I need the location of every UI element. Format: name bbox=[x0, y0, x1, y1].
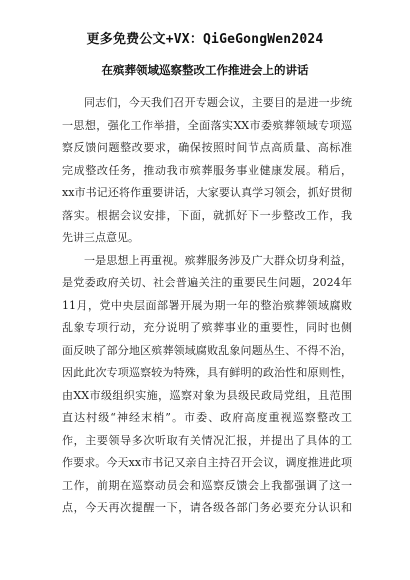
paragraph-2-line: 作要求。今天xx市书记又亲自主持召开会议，调度推进此项 bbox=[62, 456, 352, 469]
watermark-header: 更多免费公文+VX：QiGeGongWen2024 bbox=[86, 32, 324, 47]
paragraph-1-line: 完成整改任务，推动我市殡葬服务事业健康发展。稍后， bbox=[62, 163, 352, 177]
paragraph-2-line: 面反映了部分地区殡葬领域腐败乱象问题丛生、不得不治， bbox=[62, 343, 352, 357]
paragraph-1-line: 落实。根据会议安排，下面，就抓好下一步整改工作，我 bbox=[62, 208, 352, 222]
paragraph-1-line: xx市书记还将作重要讲话，大家要认真学习领会，抓好贯彻 bbox=[62, 186, 352, 199]
paragraph-2-line: 一是思想上再重视。殡葬服务涉及广大群众切身利益， bbox=[84, 253, 352, 267]
document-title: 在殡葬领域巡察整改工作推进会上的讲话 bbox=[101, 63, 309, 77]
paragraph-2-line: 乱象专项行动，充分说明了殡葬事业的重要性，同时也侧 bbox=[62, 321, 352, 334]
paragraph-2-line: 是党委政府关切、社会普遍关注的重要民生问题，2024年 bbox=[62, 276, 352, 289]
paragraph-1-line: 先讲三点意见。 bbox=[62, 231, 139, 244]
paragraph-2-line: 11月，党中央层面部署开展为期一年的整治殡葬领域腐败 bbox=[62, 298, 352, 312]
paragraph-2-line: 因此此次专项巡察较为特殊，具有鲜明的政治性和原则性， bbox=[62, 366, 352, 379]
paragraph-1-line: 一思想，强化工作举措，全面落实XX市委殡葬领域专项巡 bbox=[62, 118, 352, 132]
paragraph-2-line: 由XX市级组织实施，巡察对象为县级民政局党组，且范围 bbox=[62, 388, 352, 402]
paragraph-2-line: 直达村级“神经末梢”。市委、政府高度重视巡察整改工 bbox=[62, 411, 352, 424]
paragraph-2-line: 作，主要领导多次听取有关情况汇报，并提出了具体的工 bbox=[62, 433, 352, 447]
paragraph-2-line: 工作，前期在巡察动员会和巡察反馈会上我都强调了这一 bbox=[62, 478, 352, 492]
document-body bbox=[62, 92, 352, 520]
paragraph-2-line: 点，今天再次提醒一下，请各级各部门务必要充分认识和 bbox=[62, 501, 352, 514]
paragraph-1-line: 察反馈问题整改要求，确保按照时间节点高质量、高标准 bbox=[62, 141, 352, 154]
paragraph-1-line: 同志们，今天我们召开专题会议，主要目的是进一步统 bbox=[84, 96, 352, 109]
